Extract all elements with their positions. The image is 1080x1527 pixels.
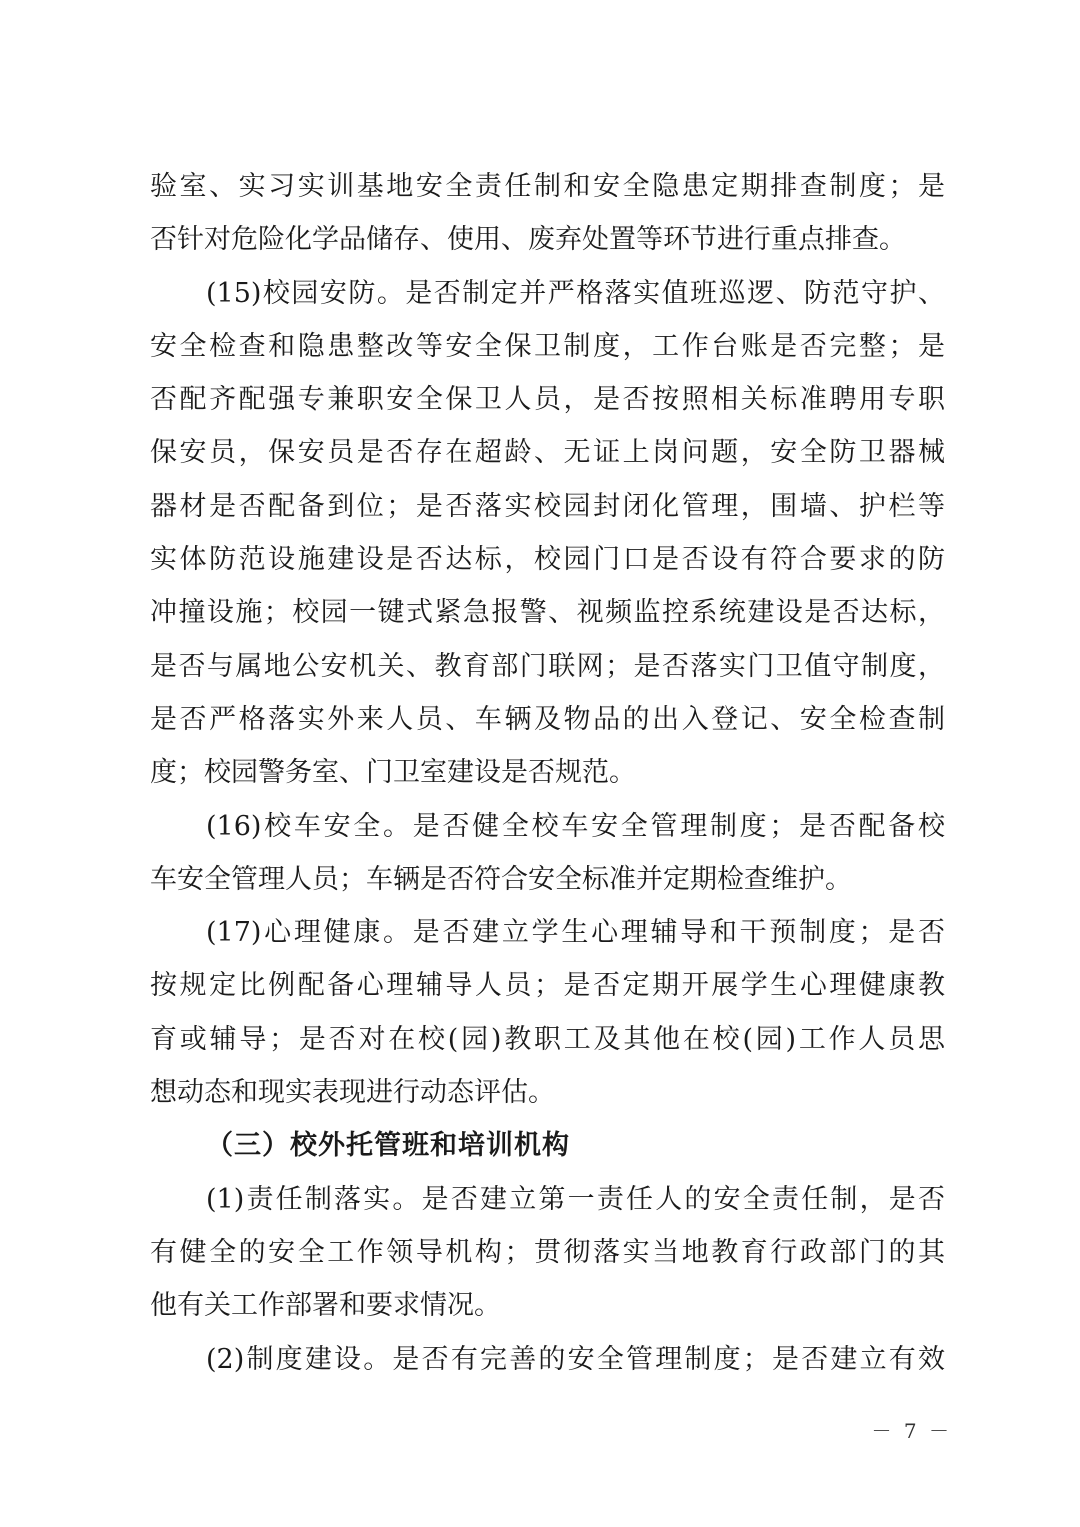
section-heading: （三）校外托管班和培训机构 <box>206 1130 570 1162</box>
paragraph-start-15: (15)校园安防。是否制定并严格落实值班巡逻、防范守护、 <box>206 277 945 309</box>
text-line: 按规定比例配备心理辅导人员；是否定期开展学生心理健康教 <box>150 970 945 1002</box>
text-line: 否针对危险化学品储存、使用、废弃处置等环节进行重点排查。 <box>150 224 906 256</box>
text-line: 是否严格落实外来人员、车辆及物品的出入登记、安全检查制 <box>150 703 945 735</box>
text-line: 否配齐配强专兼职安全保卫人员，是否按照相关标准聘用专职 <box>150 384 945 416</box>
text-line: 冲撞设施；校园一键式紧急报警、视频监控系统建设是否达标， <box>150 597 945 629</box>
text-line: 车安全管理人员；车辆是否符合安全标准并定期检查维护。 <box>150 863 852 895</box>
body-text <box>150 160 945 1386</box>
page-number: － 7 － <box>871 1419 952 1443</box>
text-line: 是否与属地公安机关、教育部门联网；是否落实门卫值守制度， <box>150 650 945 682</box>
text-line: 保安员，保安员是否存在超龄、无证上岗问题，安全防卫器械 <box>150 437 945 469</box>
paragraph-start-17: (17)心理健康。是否建立学生心理辅导和干预制度；是否 <box>206 917 945 949</box>
text-line: 度；校园警务室、门卫室建设是否规范。 <box>150 757 636 789</box>
text-line: 验室、实习实训基地安全责任制和安全隐患定期排查制度；是 <box>150 171 945 202</box>
text-line: 安全检查和隐患整改等安全保卫制度，工作台账是否完整；是 <box>150 330 945 362</box>
text-line: 实体防范设施建设是否达标，校园门口是否设有符合要求的防 <box>150 544 945 576</box>
paragraph-start-1: (1)责任制落实。是否建立第一责任人的安全责任制，是否 <box>206 1183 945 1215</box>
paragraph-start-16: (16)校车安全。是否健全校车安全管理制度；是否配备校 <box>206 810 945 842</box>
text-line: 器材是否配备到位；是否落实校园封闭化管理，围墙、护栏等 <box>150 490 945 522</box>
text-line: 育或辅导；是否对在校(园)教职工及其他在校(园)工作人员思 <box>150 1023 945 1055</box>
text-line: 有健全的安全工作领导机构；贯彻落实当地教育行政部门的其 <box>150 1236 945 1268</box>
text-line: 他有关工作部署和要求情况。 <box>150 1290 501 1322</box>
paragraph-start-2: (2)制度建设。是否有完善的安全管理制度；是否建立有效 <box>206 1343 945 1375</box>
text-line: 想动态和现实表现进行动态评估。 <box>150 1077 555 1109</box>
